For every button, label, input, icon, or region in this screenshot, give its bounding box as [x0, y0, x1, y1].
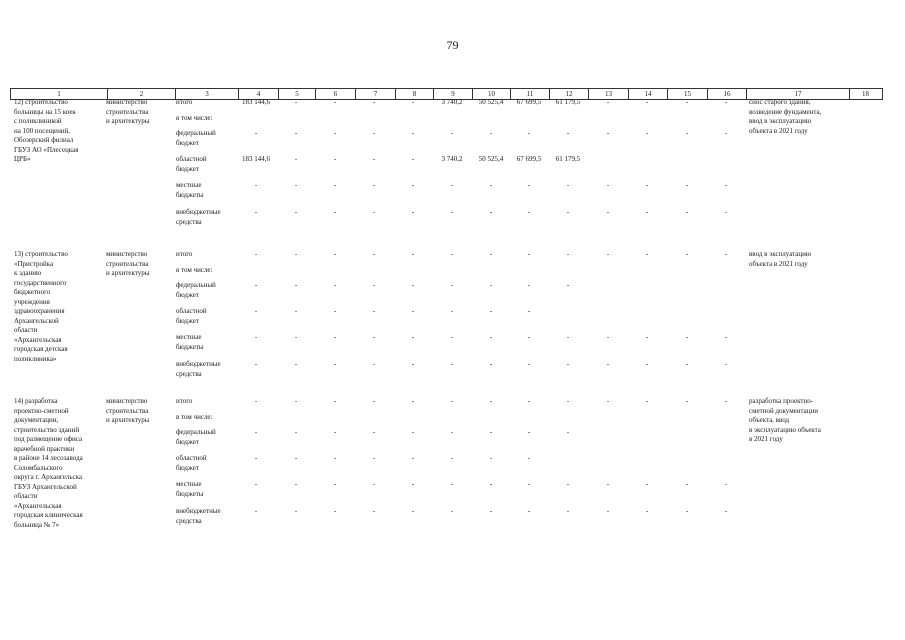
funding-cell: -: [333, 307, 337, 315]
funding-cell: -: [606, 250, 610, 258]
funding-cell: -: [489, 454, 493, 462]
funding-source-label: средства: [176, 369, 202, 378]
result-note-line: объекта в 2021 году: [749, 126, 808, 135]
column-header-7: 7: [356, 89, 396, 99]
funding-source-label: бюджеты: [176, 342, 204, 351]
funding-cell: -: [411, 155, 415, 163]
funding-cell: -: [489, 307, 493, 315]
item-name-line: области: [14, 326, 38, 334]
funding-cell: -: [294, 333, 298, 341]
funding-source-label: федеральный: [176, 281, 216, 289]
funding-cell: -: [372, 428, 376, 436]
funding-cell: -: [489, 181, 493, 189]
funding-cell: -: [450, 397, 454, 405]
item-name-line: ЦРБ»: [14, 155, 31, 163]
funding-cell: 61 179,5: [555, 155, 581, 163]
funding-source-label: бюджет: [176, 290, 199, 299]
executor-line: министерство: [106, 250, 148, 258]
funding-cell: 3 740,2: [441, 98, 463, 106]
funding-source-label: внебюджетные: [176, 507, 221, 515]
funding-cell: -: [411, 507, 415, 515]
item-name-line: 14) разработка: [14, 397, 58, 405]
funding-cell: -: [645, 397, 649, 405]
funding-cell: -: [724, 480, 728, 488]
funding-cell: -: [489, 507, 493, 515]
funding-cell: -: [527, 454, 531, 462]
funding-cell: -: [527, 181, 531, 189]
funding-cell: -: [333, 428, 337, 436]
funding-cell: -: [685, 181, 689, 189]
funding-cell: -: [450, 281, 454, 289]
funding-source-label: бюджет: [176, 316, 199, 325]
column-header-13: 13: [589, 89, 629, 99]
funding-cell: -: [606, 397, 610, 405]
funding-cell: -: [372, 281, 376, 289]
result-note-line: ввод в эксплуатацию: [749, 250, 812, 258]
item-name-line: бюджетного: [14, 288, 51, 296]
funding-cell: -: [566, 428, 570, 436]
item-name-line: в районе 14 лесозавода: [14, 454, 83, 462]
item-name-line: Архангельской: [14, 316, 59, 325]
funding-cell: -: [489, 129, 493, 137]
column-header-2: 2: [108, 89, 176, 99]
funding-cell: -: [294, 281, 298, 289]
funding-cell: -: [489, 360, 493, 368]
column-header-14: 14: [629, 89, 668, 99]
item-name-line: «Пристройка: [14, 259, 54, 268]
funding-cell: -: [527, 397, 531, 405]
funding-source-label: итого: [176, 98, 193, 106]
funding-cell: -: [333, 397, 337, 405]
executor-line: и архитектуры: [106, 416, 150, 424]
funding-cell: -: [411, 333, 415, 341]
funding-cell: -: [294, 428, 298, 436]
funding-cell: -: [450, 360, 454, 368]
funding-cell: -: [254, 333, 258, 341]
funding-cell: -: [450, 307, 454, 315]
funding-cell: -: [606, 208, 610, 216]
funding-cell: -: [333, 507, 337, 515]
funding-cell: -: [294, 454, 298, 462]
funding-cell: -: [411, 397, 415, 405]
funding-source-label: в том числе:: [176, 114, 213, 122]
funding-cell: -: [411, 307, 415, 315]
funding-source-label: бюджет: [176, 164, 199, 173]
funding-cell: -: [254, 181, 258, 189]
item-name-line: Соломбальского: [14, 463, 63, 472]
funding-cell: -: [527, 507, 531, 515]
funding-source-label: в том числе:: [176, 266, 213, 274]
funding-cell: -: [450, 480, 454, 488]
funding-cell: -: [450, 333, 454, 341]
funding-cell: -: [685, 507, 689, 515]
item-name-line: 13) строительство: [14, 250, 68, 258]
funding-cell: -: [566, 129, 570, 137]
funding-cell: -: [254, 281, 258, 289]
funding-cell: -: [254, 360, 258, 368]
funding-cell: -: [333, 480, 337, 488]
result-note-line: возведение фундамента,: [749, 107, 822, 116]
funding-cell: -: [685, 360, 689, 368]
column-header-11: 11: [511, 89, 550, 99]
funding-cell: -: [566, 281, 570, 289]
funding-cell: -: [333, 181, 337, 189]
funding-cell: -: [724, 181, 728, 189]
item-name-line: городская детская: [14, 345, 68, 353]
funding-cell: -: [645, 181, 649, 189]
funding-cell: -: [411, 250, 415, 258]
funding-cell: -: [645, 208, 649, 216]
funding-cell: 61 179,5: [555, 98, 581, 106]
item-name-line: «Архангельская: [14, 501, 62, 510]
funding-cell: -: [724, 250, 728, 258]
funding-source-label: бюджет: [176, 138, 199, 147]
funding-cell: -: [566, 397, 570, 405]
funding-cell: -: [527, 281, 531, 289]
funding-source-label: областной: [176, 307, 207, 315]
result-note-line: снос старого здания,: [749, 98, 811, 106]
funding-cell: -: [254, 397, 258, 405]
funding-cell: -: [411, 181, 415, 189]
funding-cell: -: [489, 208, 493, 216]
funding-cell: -: [294, 155, 298, 163]
funding-cell: 183 144,6: [242, 98, 270, 106]
funding-cell: -: [566, 480, 570, 488]
funding-cell: 3 740,2: [441, 155, 463, 163]
funding-cell: -: [724, 208, 728, 216]
funding-cell: -: [527, 360, 531, 368]
funding-cell: -: [645, 333, 649, 341]
result-note-line: объекта, ввод: [749, 416, 790, 424]
result-note-line: объекта в 2021 году: [749, 259, 808, 268]
funding-cell: -: [450, 208, 454, 216]
funding-cell: -: [450, 507, 454, 515]
funding-cell: -: [254, 507, 258, 515]
funding-cell: -: [372, 250, 376, 258]
funding-cell: -: [566, 333, 570, 341]
funding-source-label: средства: [176, 516, 202, 525]
funding-cell: -: [294, 208, 298, 216]
funding-cell: -: [685, 480, 689, 488]
item-name-line: государственного: [14, 278, 67, 287]
funding-cell: -: [724, 333, 728, 341]
funding-cell: -: [333, 250, 337, 258]
funding-source-label: бюджет: [176, 437, 199, 446]
funding-source-label: местные: [176, 333, 202, 341]
funding-cell: -: [411, 208, 415, 216]
funding-cell: -: [606, 360, 610, 368]
result-note-line: в 2021 году: [749, 435, 783, 443]
funding-cell: -: [294, 98, 298, 106]
funding-cell: -: [450, 129, 454, 137]
column-header-16: 16: [708, 89, 747, 99]
funding-cell: -: [294, 480, 298, 488]
funding-source-label: бюджеты: [176, 489, 204, 498]
funding-cell: -: [450, 454, 454, 462]
column-header-17: 17: [747, 89, 850, 99]
funding-cell: -: [372, 307, 376, 315]
column-header-8: 8: [396, 89, 434, 99]
result-note-line: в эксплуатацию объекта: [749, 425, 821, 434]
funding-cell: -: [372, 480, 376, 488]
funding-cell: -: [254, 307, 258, 315]
column-header-12: 12: [550, 89, 589, 99]
funding-cell: -: [254, 480, 258, 488]
funding-cell: -: [450, 250, 454, 258]
funding-cell: -: [372, 333, 376, 341]
funding-cell: -: [333, 281, 337, 289]
funding-cell: -: [372, 507, 376, 515]
item-name-line: на 100 посещений,: [14, 126, 71, 135]
item-name-line: поликлиника»: [14, 354, 57, 363]
executor-line: строительства: [106, 406, 149, 415]
executor-line: министерство: [106, 397, 148, 405]
executor-line: и архитектуры: [106, 269, 150, 277]
funding-cell: -: [450, 428, 454, 436]
item-name-line: с поликлиникой: [14, 117, 62, 125]
funding-cell: -: [645, 129, 649, 137]
funding-cell: -: [372, 208, 376, 216]
funding-cell: -: [294, 129, 298, 137]
funding-cell: -: [372, 360, 376, 368]
funding-cell: -: [411, 98, 415, 106]
funding-cell: 67 699,5: [516, 155, 542, 163]
funding-source-label: бюджет: [176, 463, 199, 472]
funding-cell: -: [566, 208, 570, 216]
funding-cell: -: [724, 397, 728, 405]
funding-cell: -: [685, 208, 689, 216]
funding-source-label: итого: [176, 397, 193, 405]
funding-cell: -: [489, 281, 493, 289]
funding-source-label: внебюджетные: [176, 360, 221, 368]
item-name-line: к зданию: [14, 269, 42, 277]
funding-cell: -: [294, 181, 298, 189]
funding-cell: -: [333, 98, 337, 106]
funding-cell: -: [333, 454, 337, 462]
column-header-9: 9: [434, 89, 473, 99]
funding-cell: -: [606, 129, 610, 137]
funding-cell: -: [566, 507, 570, 515]
funding-cell: -: [527, 428, 531, 436]
funding-cell: 183 144,6: [242, 155, 270, 163]
funding-cell: -: [527, 208, 531, 216]
column-header-15: 15: [668, 89, 708, 99]
result-note-line: разработка проектно-: [749, 397, 814, 405]
funding-cell: -: [645, 98, 649, 106]
column-header-18: 18: [862, 90, 869, 98]
funding-cell: -: [333, 360, 337, 368]
funding-cell: -: [489, 333, 493, 341]
funding-cell: -: [411, 360, 415, 368]
item-name-line: под размещение офиса: [14, 435, 83, 443]
funding-cell: -: [254, 129, 258, 137]
funding-cell: -: [489, 250, 493, 258]
funding-cell: -: [372, 181, 376, 189]
item-name-line: больницы на 15 коек: [14, 107, 76, 116]
page-number: 79: [446, 38, 459, 52]
funding-cell: -: [685, 98, 689, 106]
funding-cell: -: [489, 397, 493, 405]
funding-cell: -: [606, 507, 610, 515]
funding-cell: 50 525,4: [478, 98, 504, 106]
funding-cell: -: [566, 250, 570, 258]
funding-cell: -: [527, 307, 531, 315]
funding-cell: -: [685, 250, 689, 258]
funding-cell: -: [606, 181, 610, 189]
funding-cell: -: [254, 454, 258, 462]
funding-cell: -: [606, 480, 610, 488]
item-name-line: «Архангельская: [14, 335, 62, 344]
column-header-1: 1: [11, 89, 108, 99]
funding-cell: -: [372, 98, 376, 106]
funding-source-label: бюджеты: [176, 190, 204, 199]
funding-cell: -: [372, 155, 376, 163]
funding-cell: -: [489, 480, 493, 488]
funding-cell: -: [566, 360, 570, 368]
item-name-line: округа г. Архангельска: [14, 473, 83, 481]
funding-cell: -: [489, 428, 493, 436]
funding-cell: -: [411, 281, 415, 289]
funding-cell: -: [606, 98, 610, 106]
funding-cell: -: [411, 129, 415, 137]
item-name-line: Обозерский филиал: [14, 136, 74, 144]
item-name-line: городская клиническая: [14, 511, 83, 519]
funding-cell: -: [606, 333, 610, 341]
funding-source-label: средства: [176, 217, 202, 226]
funding-cell: -: [566, 181, 570, 189]
funding-cell: -: [724, 507, 728, 515]
funding-cell: -: [685, 129, 689, 137]
funding-cell: -: [685, 397, 689, 405]
funding-cell: -: [411, 480, 415, 488]
funding-source-label: местные: [176, 480, 202, 488]
funding-cell: -: [294, 250, 298, 258]
item-name-line: ГБУЗ АО «Плесецкая: [14, 145, 79, 154]
column-header-5: 5: [279, 89, 316, 99]
funding-cell: -: [372, 397, 376, 405]
funding-cell: -: [411, 454, 415, 462]
funding-cell: -: [372, 129, 376, 137]
item-name-line: врачебной практики: [14, 444, 75, 453]
item-name-line: учреждения: [14, 297, 50, 306]
funding-cell: -: [724, 98, 728, 106]
funding-cell: 67 699,5: [516, 98, 542, 106]
funding-source-label: итого: [176, 250, 193, 258]
result-note-line: сметной документации: [749, 406, 818, 415]
funding-cell: -: [333, 208, 337, 216]
item-name-line: здравоохранения: [14, 307, 65, 315]
column-header-10: 10: [473, 89, 511, 99]
funding-source-label: областной: [176, 454, 207, 462]
funding-cell: -: [645, 250, 649, 258]
funding-cell: -: [645, 480, 649, 488]
funding-cell: -: [254, 208, 258, 216]
funding-cell: -: [645, 360, 649, 368]
funding-cell: -: [372, 454, 376, 462]
executor-line: строительства: [106, 259, 149, 268]
column-header-6: 6: [316, 89, 356, 99]
item-name-line: строительство зданий: [14, 425, 80, 434]
funding-source-label: федеральный: [176, 129, 216, 137]
funding-cell: 50 525,4: [478, 155, 504, 163]
funding-cell: -: [527, 480, 531, 488]
funding-cell: -: [527, 129, 531, 137]
funding-cell: -: [724, 360, 728, 368]
funding-cell: -: [333, 333, 337, 341]
funding-cell: -: [254, 428, 258, 436]
funding-cell: -: [294, 307, 298, 315]
executor-line: министерство: [106, 98, 148, 106]
funding-cell: -: [724, 129, 728, 137]
column-header-3: 3: [176, 89, 239, 99]
funding-source-label: местные: [176, 181, 202, 189]
column-header-4: 4: [239, 89, 279, 99]
item-name-line: области: [14, 492, 38, 500]
item-name-line: 12) строительство: [14, 98, 68, 106]
funding-cell: -: [527, 250, 531, 258]
funding-source-label: областной: [176, 155, 207, 163]
item-name-line: больница № 7»: [14, 520, 60, 529]
funding-cell: -: [645, 507, 649, 515]
funding-cell: -: [294, 397, 298, 405]
funding-cell: -: [450, 181, 454, 189]
funding-cell: -: [685, 333, 689, 341]
executor-line: строительства: [106, 107, 149, 116]
funding-source-label: в том числе:: [176, 413, 213, 421]
funding-cell: -: [333, 155, 337, 163]
funding-cell: -: [294, 360, 298, 368]
funding-cell: -: [333, 129, 337, 137]
funding-cell: -: [294, 507, 298, 515]
item-name-line: документации,: [14, 416, 59, 424]
item-name-line: ГБУЗ Архангельской: [14, 482, 77, 491]
funding-cell: -: [411, 428, 415, 436]
funding-cell: -: [527, 333, 531, 341]
funding-source-label: внебюджетные: [176, 208, 221, 216]
funding-source-label: федеральный: [176, 428, 216, 436]
executor-line: и архитектуры: [106, 117, 150, 125]
item-name-line: проектно-сметной: [14, 406, 69, 415]
funding-cell: -: [254, 250, 258, 258]
result-note-line: ввод в эксплуатацию: [749, 117, 812, 125]
